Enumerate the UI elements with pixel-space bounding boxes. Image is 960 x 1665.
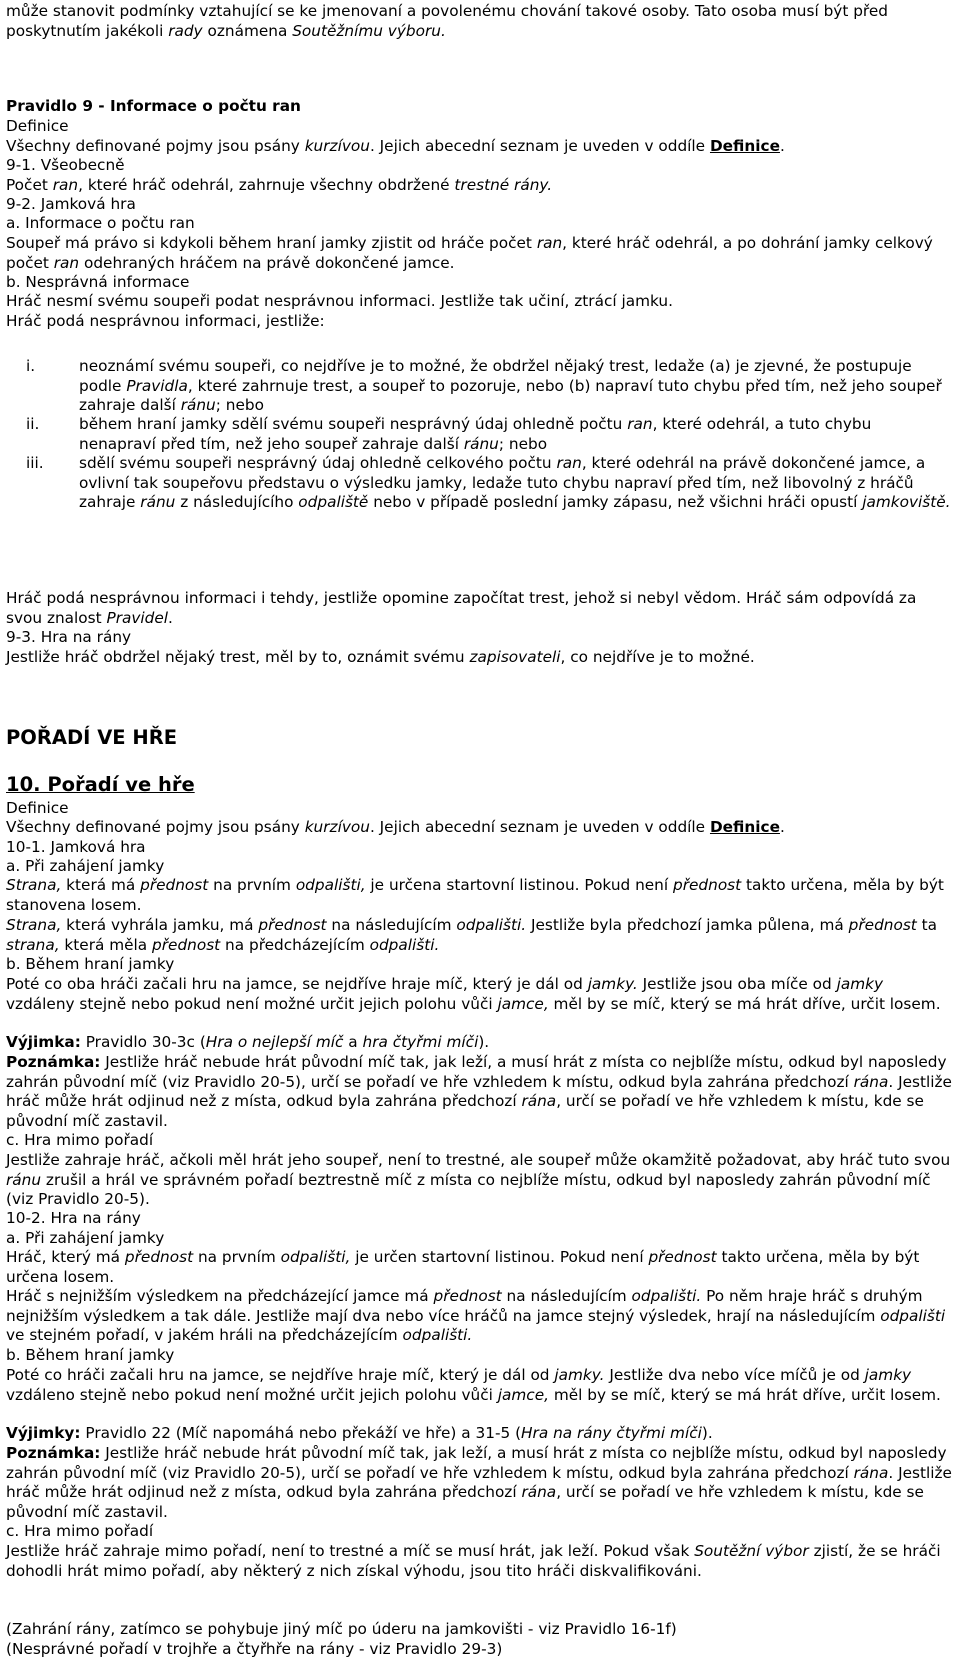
- rule10-1c-para: Jestliže zahraje hráč, ačkoli měl hrát jeho soupeř, není to trestné, ale soupeř může okamžitě požadovat, aby hráč tuto svou ránu zrušil a hrál ve správném pořadí beztrestně míč z místa co nejblíže místu, odkud byl naposledy zahrán původní míč (viz Pravidlo 20-5).: [6, 1151, 951, 1209]
- rule9-1-text: Počet ran, které hráč odehrál, zahrnuje všechny obdržené trestné rány.: [6, 176, 553, 194]
- rule10-2-crossref-2: (Nesprávné pořadí v trojhře a čtyřhře na rány - viz Pravidlo 29-3): [6, 1640, 503, 1658]
- rule10-2b-para: Poté co hráči začali hru na jamce, se nejdříve hraje míč, který je dál od jamky. Jestliže dva nebo více míčů je od jamky vzdáleno stejně nebo pokud není možné určit jejich polohu vůči jamce, měl by se míč, který se má hrát dříve, určit losem.: [6, 1366, 941, 1404]
- incorrect-info-list: [6, 357, 952, 513]
- rule10-1-exception: Výjimka: Pravidlo 30-3c (Hra o nejlepší míč a hra čtyřmi míči).: [6, 1033, 490, 1051]
- definice-link[interactable]: Definice: [709, 818, 780, 836]
- definice-link[interactable]: Definice: [709, 137, 780, 155]
- rule10-definitions-note: Všechny definované pojmy jsou psány kurzívou. Jejich abecední seznam je uveden v oddíle Definice.: [6, 818, 785, 836]
- rule9-after-list-text: Hráč podá nesprávnou informaci i tehdy, jestliže opomine započítat trest, jehož si nebyl vědom. Hráč sám odpovídá za svou znalost Pravidel.: [6, 589, 917, 627]
- rule9-definice-label: Definice: [6, 117, 69, 135]
- rule10-2a-para2: Hráč s nejnižším výsledkem na předcházející jamce má přednost na následujícím odpališti. Po něm hraje hráč s druhým nejnižším výsledkem a tak dále. Jestliže mají dva nebo více hráčů na jamce stejný výsledek, hrají na následujícím odpališti ve stejném pořadí, v jakém hráli na předcházejícím odpališti.: [6, 1287, 946, 1345]
- rule10-1-note: Poznámka: Jestliže hráč nebude hrát původní míč tak, jak leží, a musí hrát z místa co nejblíže místu, odkud byl naposledy zahrán původní míč (viz Pravidlo 20-5), určí se pořadí ve hře vzhledem k místu, odkud byla zahrána předchozí rána. Jestliže hráč může hrát odjinud než z místa, odkud byla zahrána předchozí rána, určí se pořadí ve hře vzhledem k místu, kde se původní míč zastavil.: [6, 1053, 952, 1130]
- rule9-1-heading: 9-1. Všeobecně: [6, 156, 125, 174]
- rule10-heading: 10. Pořadí ve hře: [6, 773, 195, 796]
- rule10-2a-para1: Hráč, který má přednost na prvním odpališti, je určen startovní listinou. Pokud není přednost takto určena, měla by být určena losem.: [6, 1248, 920, 1286]
- rule10-2b-heading: b. Během hraní jamky: [6, 1346, 175, 1364]
- rule10-1b-heading: b. Během hraní jamky: [6, 955, 175, 973]
- rule9-2a-text: Soupeř má právo si kdykoli během hraní jamky zjistit od hráče počet ran, které hráč odehrál, a po dohrání jamky celkový počet ran odehraných hráčem na právě dokončené jamce.: [6, 234, 933, 272]
- rule10-2-heading: 10-2. Hra na rány: [6, 1209, 141, 1227]
- intro-paragraph: může stanovit podmínky vztahující se ke jmenovaní a povolenému chování takové osoby. Tato osoba musí být před poskytnutím jakékoli rady oznámena Soutěžnímu výboru.: [6, 2, 888, 40]
- rule10-1a-para1: Strana, která má přednost na prvním odpališti, je určena startovní listinou. Pokud není přednost takto určena, měla by být stanovena losem.: [6, 876, 944, 914]
- rule10-1c-heading: c. Hra mimo pořadí: [6, 1131, 154, 1149]
- rule9-definitions-note: Všechny definované pojmy jsou psány kurzívou. Jejich abecední seznam je uveden v oddíle Definice.: [6, 137, 785, 155]
- rule10-1-heading: 10-1. Jamková hra: [6, 838, 146, 856]
- list-item: iii. sdělí svému soupeři nesprávný údaj ohledně celkového počtu ran, které odehrál na právě dokončené jamce, a ovlivní tak soupeřovu představu o výsledku jamky, ledaže tuto chybu napraví před tím, než libovolný z hráčů zahraje ránu z následujícího odpaliště nebo v případě poslední jamky zápasu, než všichni hráči opustí jamkoviště.: [26, 454, 951, 512]
- rule9-2b-heading: b. Nesprávná informace: [6, 273, 190, 291]
- rule9-3-heading: 9-3. Hra na rány: [6, 628, 132, 646]
- rule10-2c-para: Jestliže hráč zahraje mimo pořadí, není to trestné a míč se musí hrát, jak leží. Pokud však Soutěžní výbor zjistí, že se hráči dohodli hrát mimo pořadí, aby některý z nich získal výhodu, jsou tito hráči diskvalifikováni.: [6, 1542, 941, 1580]
- list-item: i. neoznámí svému soupeři, co nejdříve je to možné, že obdržel nějaký trest, ledaže (a) je zjevné, že postupuje podle Pravidla, které zahrnuje trest, a soupeř to pozoruje, nebo (b) napraví tuto chybu před tím, než jeho soupeř zahraje další ránu; nebo: [26, 357, 942, 415]
- rule10-2-crossref-1: (Zahrání rány, zatímco se pohybuje jiný míč po úderu na jamkovišti - viz Pravidlo 16-1f): [6, 1620, 677, 1638]
- rule9-2b-text: Hráč nesmí svému soupeři podat nesprávnou informaci. Jestliže tak učiní, ztrácí jamku.: [6, 292, 673, 310]
- rule10-2a-heading: a. Při zahájení jamky: [6, 1229, 165, 1247]
- rule10-1a-para2: Strana, která vyhrála jamku, má přednost na následujícím odpališti. Jestliže byla předchozí jamka půlena, má přednost ta strana, která měla přednost na předcházejícím odpališti.: [6, 916, 938, 954]
- list-item: ii. během hraní jamky sdělí svému soupeři nesprávný údaj ohledně počtu ran, které odehrál, a tuto chybu nenapraví před tím, než jeho soupeř zahraje další ránu; nebo: [26, 415, 872, 453]
- rule10-2c-heading: c. Hra mimo pořadí: [6, 1522, 154, 1540]
- rule9-2a-heading: a. Informace o počtu ran: [6, 214, 195, 232]
- rule10-2-note: Poznámka: Jestliže hráč nebude hrát původní míč tak, jak leží, a musí hrát z místa co nejblíže místu, odkud byl naposledy zahrán původní míč (viz Pravidlo 20-5), určí se pořadí ve hře vzhledem k místu, odkud byla zahrána předchozí rána. Jestliže hráč může hrát odjinud než z místa, odkud byla zahrána předchozí rána, určí se pořadí ve hře vzhledem k místu, kde se původní míč zastavil.: [6, 1444, 952, 1521]
- rule10-2-exceptions: Výjimky: Pravidlo 22 (Míč napomáhá nebo překáží ve hře) a 31-5 (Hra na rány čtyřmi míči).: [6, 1424, 713, 1442]
- rule9-3-text: Jestliže hráč obdržel nějaký trest, měl by to, oznámit svému zapisovateli, co nejdříve je to možné.: [6, 648, 755, 666]
- rule10-1b-para: Poté co oba hráči začali hru na jamce, se nejdříve hraje míč, který je dál od jamky. Jestliže jsou oba míče od jamky vzdáleny stejně nebo pokud není možné určit jejich polohu vůči jamce, měl by se míč, který se má hrát dříve, určit losem.: [6, 975, 941, 1013]
- section-title: POŘADÍ VE HŘE: [6, 726, 178, 749]
- rule10-definice-label: Definice: [6, 799, 69, 817]
- rule10-1a-heading: a. Při zahájení jamky: [6, 857, 165, 875]
- rule9-2b-list-intro: Hráč podá nesprávnou informaci, jestliže:: [6, 312, 325, 330]
- rule9-heading: Pravidlo 9 - Informace o počtu ran: [6, 97, 301, 115]
- rule9-2-heading: 9-2. Jamková hra: [6, 195, 136, 213]
